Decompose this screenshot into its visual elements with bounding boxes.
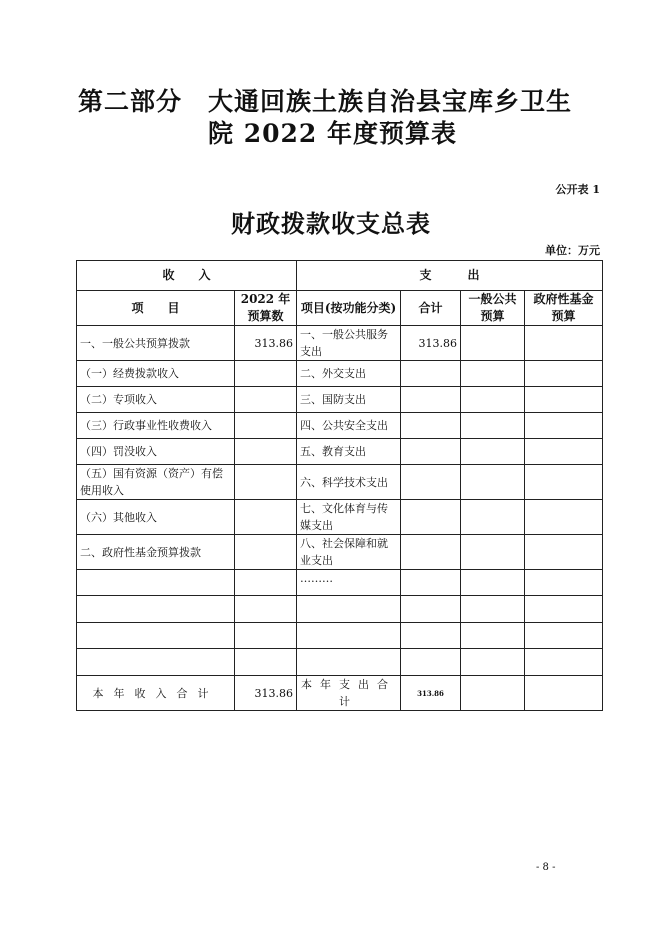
income-cell: （四）罚没收入: [77, 439, 235, 465]
table-row: [77, 570, 603, 596]
general-cell: [461, 413, 525, 439]
expense-total: [401, 535, 461, 570]
fund-cell: [525, 465, 603, 500]
expense-cell: 四、公共安全支出: [297, 413, 401, 439]
general-cell: [461, 535, 525, 570]
fund-cell: [525, 535, 603, 570]
income-cell: [77, 570, 235, 596]
income-amount: [235, 413, 297, 439]
expense-header: 支 出: [297, 261, 603, 291]
public-table-number: 公开表 1: [555, 183, 600, 196]
expense-total: [401, 361, 461, 387]
general-cell: [461, 465, 525, 500]
general-cell: [461, 439, 525, 465]
part-label: 第二部分: [78, 87, 183, 116]
col-fund: 政府性基金预算: [525, 291, 603, 326]
income-cell: 二、政府性基金预算拨款: [77, 535, 235, 570]
fund-cell: [525, 326, 603, 361]
income-amount: [235, 465, 297, 500]
general-cell: [461, 361, 525, 387]
budget-table: [76, 260, 603, 711]
fund-total: [525, 676, 603, 711]
expense-cell: 五、教育支出: [297, 439, 401, 465]
expense-cell: ………: [297, 570, 401, 596]
expense-cell: 三、国防支出: [297, 387, 401, 413]
table-row: [77, 413, 603, 439]
table-row: [77, 596, 603, 623]
fund-cell: [525, 439, 603, 465]
group-header-row: [77, 261, 603, 291]
general-cell: [461, 500, 525, 535]
table-row: [77, 361, 603, 387]
expense-total: [401, 465, 461, 500]
expense-total: 313.86: [401, 326, 461, 361]
general-cell: [461, 326, 525, 361]
general-total: [461, 676, 525, 711]
expense-total-amount: 313.86: [401, 676, 461, 711]
expense-cell: 六、科学技术支出: [297, 465, 401, 500]
table-row: [77, 535, 603, 570]
col-budget: 2022 年预算数: [235, 291, 297, 326]
expense-total-label: 本年支出合计: [297, 676, 401, 711]
column-header-row: [77, 291, 603, 326]
income-amount: [235, 387, 297, 413]
income-cell: 一、一般公共预算拨款: [77, 326, 235, 361]
expense-total: [401, 500, 461, 535]
expense-cell: 八、社会保障和就业支出: [297, 535, 401, 570]
col-general: 一般公共预算: [461, 291, 525, 326]
col-func-item: 项目(按功能分类): [297, 291, 401, 326]
expense-total: [401, 570, 461, 596]
fund-cell: [525, 361, 603, 387]
title-line-1: 大通回族土族自治县宝库乡卫生: [208, 87, 573, 116]
expense-total: [401, 387, 461, 413]
expense-total: [401, 439, 461, 465]
income-amount: [235, 535, 297, 570]
col-total: 合计: [401, 291, 461, 326]
fund-cell: [525, 500, 603, 535]
income-amount: [235, 500, 297, 535]
general-cell: [461, 387, 525, 413]
page-number: - 8 -: [536, 862, 556, 873]
income-amount: 313.86: [235, 326, 297, 361]
table-row: [77, 500, 603, 535]
fund-cell: [525, 413, 603, 439]
income-total-amount: 313.86: [235, 676, 297, 711]
title-line-2: 院 2022 年度预算表: [208, 119, 457, 148]
income-cell: （五）国有资源（资产）有偿使用收入: [77, 465, 235, 500]
table-row: [77, 439, 603, 465]
expense-cell: 二、外交支出: [297, 361, 401, 387]
income-total-label: 本年收入合计: [77, 676, 235, 711]
fund-cell: [525, 387, 603, 413]
table-row: [77, 387, 603, 413]
table-row: [77, 326, 603, 361]
col-item: 项 目: [77, 291, 235, 326]
expense-cell: 一、一般公共服务支出: [297, 326, 401, 361]
general-cell: [461, 570, 525, 596]
document-title: [78, 82, 572, 118]
income-amount: [235, 439, 297, 465]
income-cell: （一）经费拨款收入: [77, 361, 235, 387]
table-row: [77, 465, 603, 500]
table-row: [77, 649, 603, 676]
income-cell: （二）专项收入: [77, 387, 235, 413]
total-row: [77, 676, 603, 711]
expense-cell: 七、文化体育与传媒支出: [297, 500, 401, 535]
unit-label: 单位：万元: [545, 244, 600, 257]
income-amount: [235, 361, 297, 387]
income-header: 收 入: [77, 261, 297, 291]
table-title: 财政拨款收支总表: [231, 209, 431, 238]
table-row: [77, 623, 603, 649]
fund-cell: [525, 570, 603, 596]
expense-total: [401, 413, 461, 439]
income-cell: （三）行政事业性收费收入: [77, 413, 235, 439]
income-cell: （六）其他收入: [77, 500, 235, 535]
income-amount: [235, 570, 297, 596]
